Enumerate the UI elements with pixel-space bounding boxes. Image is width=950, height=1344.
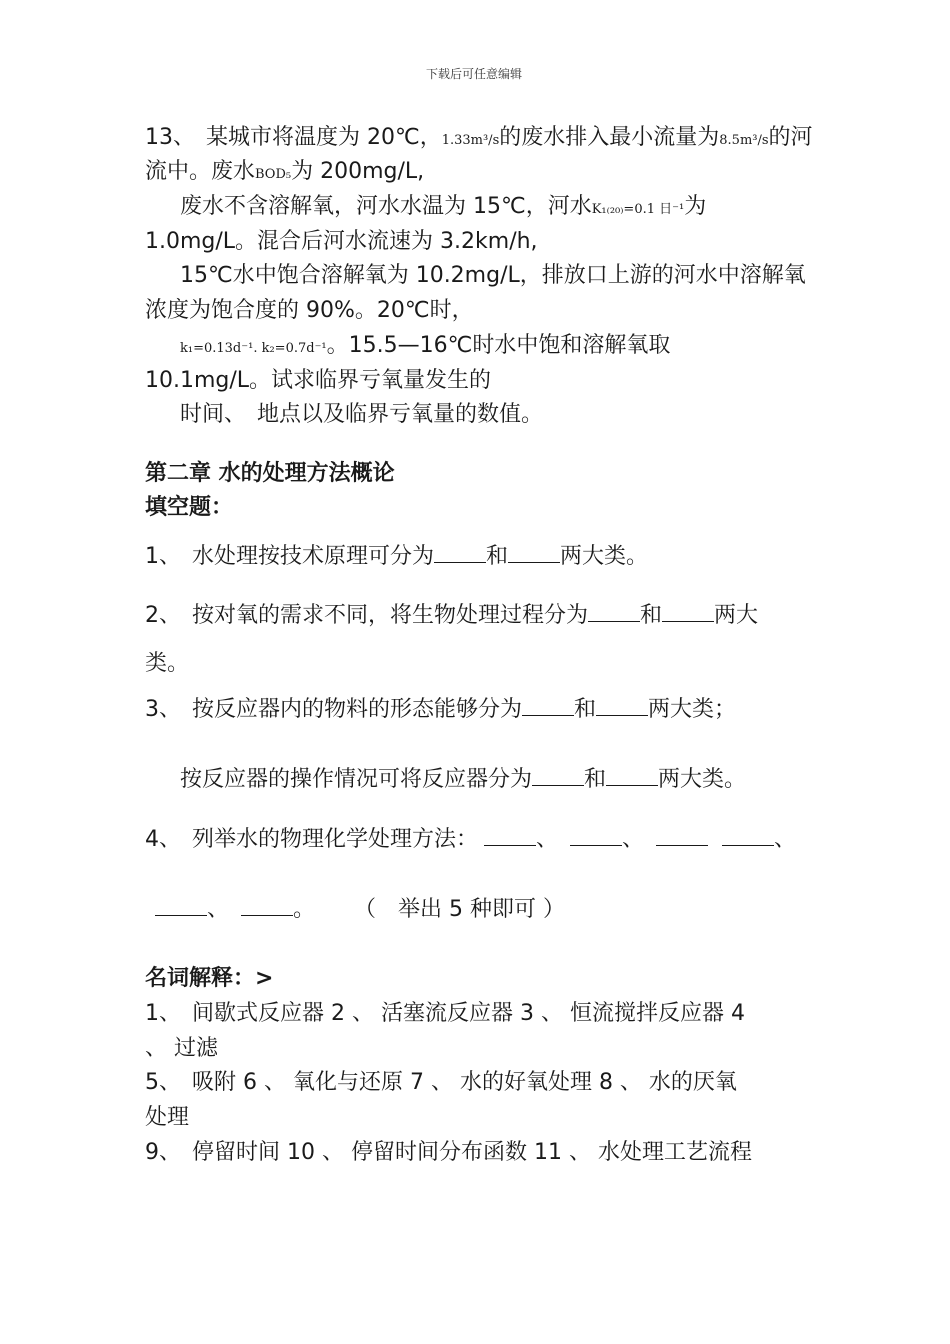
problem-13-line-6: 浓度为饱合度的 90%。20℃时， [145, 298, 474, 323]
answer-blank[interactable] [662, 603, 714, 622]
answer-blank[interactable] [596, 697, 648, 716]
text-span: 。 [293, 897, 316, 922]
answer-blank[interactable] [241, 897, 293, 916]
answer-blank[interactable] [606, 767, 658, 786]
text-span: 13、 某城市将温度为 20℃， [145, 125, 442, 150]
answer-blank[interactable] [722, 827, 774, 846]
terms-line-5: 9、 停留时间 10 、 停留时间分布函数 11 、 水处理工艺流程 [145, 1140, 752, 1165]
note: （ 举出 5 种即可 ） [365, 897, 566, 922]
fill-q4-cont [155, 896, 565, 924]
answer-blank[interactable] [484, 827, 536, 846]
text-span: 3、 按反应器内的物料的形态能够分为 [145, 697, 522, 722]
answer-blank[interactable] [588, 603, 640, 622]
fill-q4 [145, 826, 796, 854]
separator: 、 [774, 827, 797, 852]
flow-value: 1.33m³/s [441, 133, 500, 148]
bod-label: BOD₅ [255, 167, 292, 182]
fill-q3 [145, 696, 736, 724]
text-span: 和 [640, 603, 663, 628]
problem-13-line-3 [180, 193, 706, 224]
text-span: 两大 [714, 603, 759, 628]
problem-13-line-8: 10.1mg/L。试求临界亏氧量发生的 [145, 368, 492, 393]
k-value: K₁₍₂₀₎=0.1 日⁻¹ [591, 202, 685, 217]
text-span: 和 [584, 767, 607, 792]
text-span: 和 [486, 544, 509, 569]
problem-13-line-1 [145, 124, 813, 155]
terms-line-3: 5、 吸附 6 、 氧化与还原 7 、 水的好氧处理 8 、 水的厌氧 [145, 1070, 737, 1095]
text-span: 的河 [768, 125, 813, 150]
k-values: k₁=0.13d⁻¹. k₂=0.7d⁻¹ [180, 341, 327, 356]
chapter-title: 第二章 水的处理方法概论 [145, 461, 395, 486]
problem-13-line-4: 1.0mg/L。混合后河水流速为 3.2km/h, [145, 229, 538, 254]
answer-blank[interactable] [508, 544, 560, 563]
terms-heading: 名词解释：> [145, 966, 274, 991]
problem-13-line-2 [145, 158, 424, 189]
terms-line-4: 处理 [145, 1105, 190, 1130]
separator: 、 [622, 827, 645, 852]
answer-blank[interactable] [155, 897, 207, 916]
terms-line-2: 、 过滤 [145, 1036, 218, 1061]
text-span: 和 [574, 697, 597, 722]
fill-q2 [145, 602, 758, 630]
answer-blank[interactable] [434, 544, 486, 563]
text-span: 1、 水处理按技术原理可分为 [145, 544, 434, 569]
text-span: 4、 列举水的物理化学处理方法： [145, 827, 478, 852]
answer-blank[interactable] [522, 697, 574, 716]
text-span: 的废水排入最小流量为 [499, 125, 720, 150]
problem-13-line-7 [180, 332, 670, 363]
fill-q1 [145, 543, 648, 571]
flow-value: 8.5m³/s [719, 133, 769, 148]
text-span: 为 [684, 194, 707, 219]
text-span: 废水不含溶解氧，河水水温为 15℃，河水 [180, 194, 592, 219]
text-span: 按反应器的操作情况可将反应器分为 [180, 767, 533, 792]
text-span: 2、 按对氧的需求不同，将生物处理过程分为 [145, 603, 588, 628]
fill-q3-cont [180, 766, 746, 794]
text-span: 两大类； [648, 697, 737, 722]
problem-13-line-5: 15℃水中饱合溶解氧为 10.2mg/L，排放口上游的河水中溶解氧 [180, 263, 806, 288]
fill-heading: 填空题： [145, 495, 234, 520]
answer-blank[interactable] [532, 767, 584, 786]
answer-blank[interactable] [656, 827, 708, 846]
separator: 、 [207, 897, 230, 922]
fill-q2-cont: 类。 [145, 651, 190, 676]
separator: 、 [536, 827, 559, 852]
text-span: 两大类。 [560, 544, 649, 569]
page-header: 下载后可任意编辑 [426, 67, 523, 81]
text-span: 两大类。 [658, 767, 747, 792]
answer-blank[interactable] [570, 827, 622, 846]
problem-13-line-9: 时间、 地点以及临界亏氧量的数值。 [180, 402, 544, 427]
text-span: 流中。废水 [145, 159, 256, 184]
text-span: 。15.5—16℃时水中饱和溶解氧取 [326, 333, 671, 358]
terms-line-1: 1、 间歇式反应器 2 、 活塞流反应器 3 、 恒流搅拌反应器 4 [145, 1001, 745, 1026]
text-span: 为 200mg/L, [291, 159, 425, 184]
